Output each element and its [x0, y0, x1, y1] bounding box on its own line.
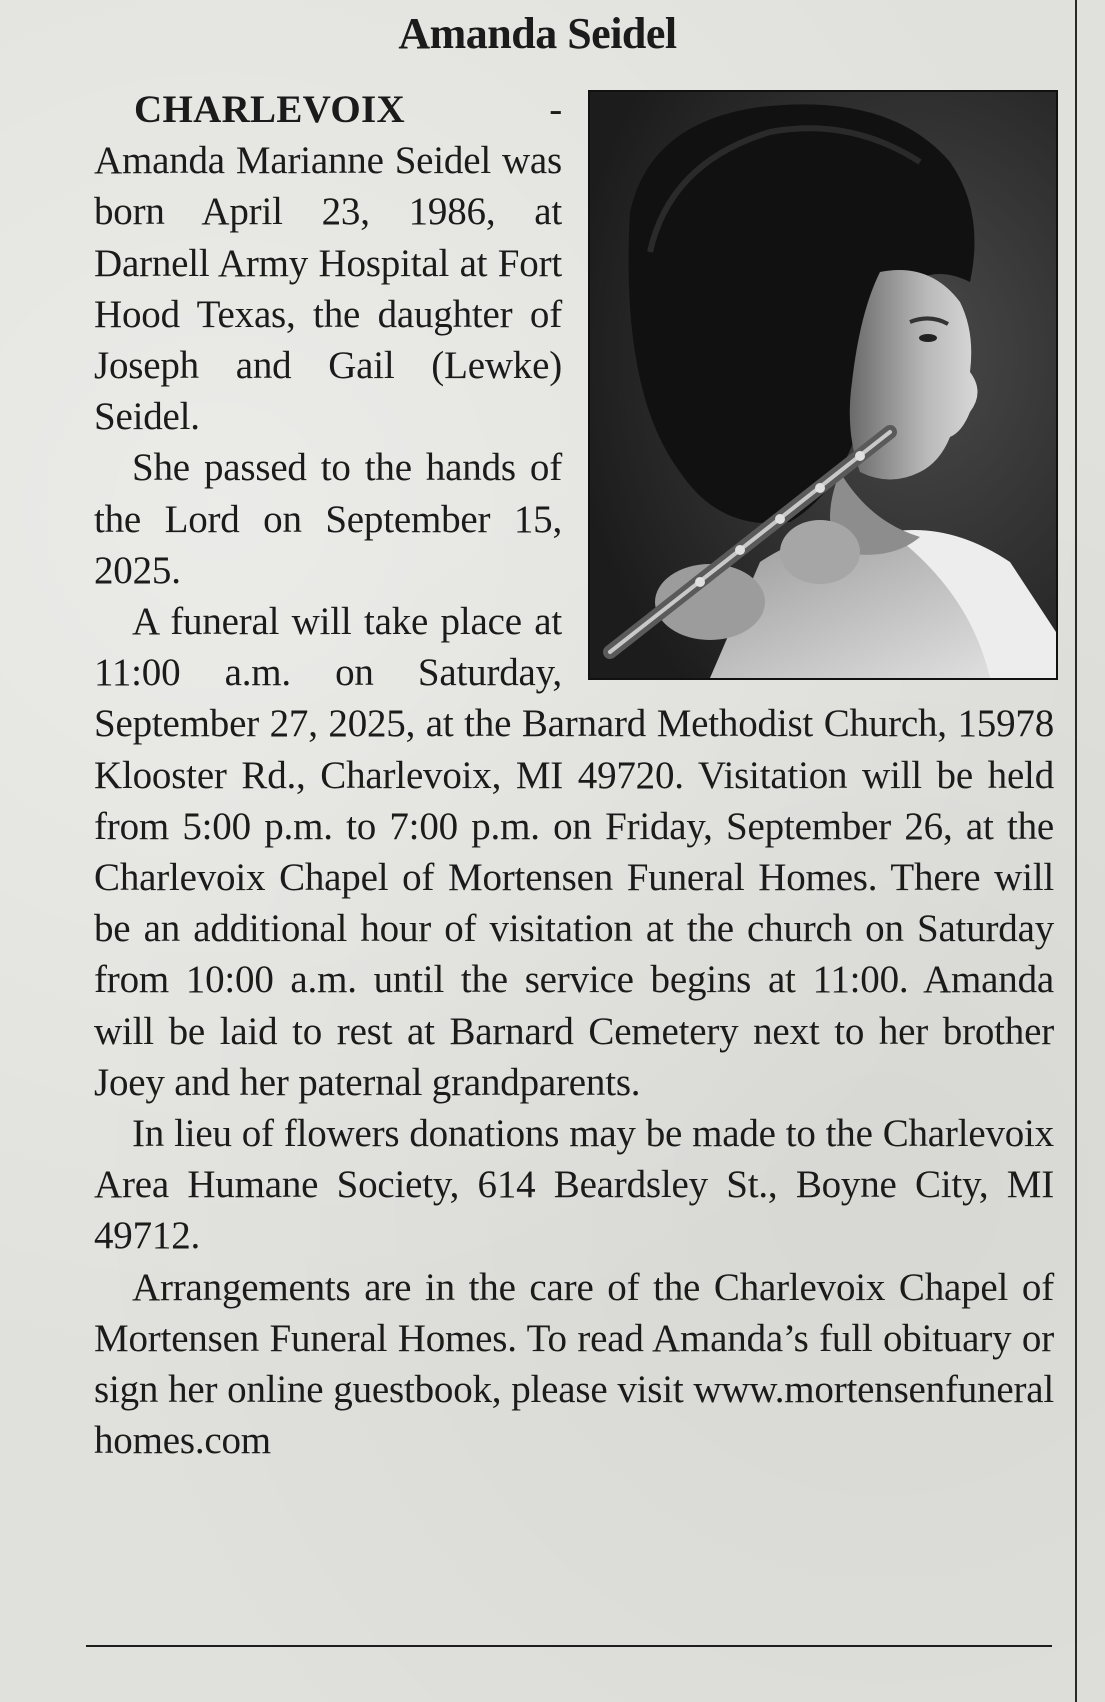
- paragraph-arrangements: [94, 1262, 1054, 1467]
- photo-wrap-spacer: [574, 84, 1054, 684]
- paragraph-donations: In lieu of flowers donations may be made to the Charlevoix Area Humane Society, 614 Beardsley St., Boyne City, MI 49712.: [94, 1112, 1054, 1258]
- dateline-separator: -: [404, 88, 562, 131]
- column-divider: [1075, 0, 1077, 1702]
- bottom-divider: [86, 1645, 1052, 1647]
- obituary-title: Amanda Seidel: [398, 9, 677, 58]
- website-url: www.mortensenfuneralhomes.com: [94, 1368, 1054, 1463]
- dateline: CHARLEVOIX: [134, 88, 405, 131]
- birth-text: Amanda Marianne Seidel was born April 23, 1986, at Darnell Army Hospital at Fort Hood Texas, the daughter of Joseph and Gail (Lewke) Seidel.: [94, 139, 562, 439]
- arrangements-text: Arrangements are in the care of the Charlevoix Chapel of Mortensen Funeral Homes. To read Amanda’s full obituary or sign her online guestbook, please visit: [94, 1265, 1054, 1412]
- obituary-body: [94, 84, 1054, 1466]
- paragraph-services: A funeral will take place at 11:00 a.m. on Saturday, September 27, 2025, at the Barnard Methodist Church, 15978 Klooster Rd., Charlevoix, MI 49720. Visitation will be held from 5:00 p.m. to 7:00 p.m. on Friday, September 26, at the Charlevoix Chapel of Mortensen Funeral Homes. There will be an additional hour of visitation at the church on Saturday from 10:00 a.m. until the service begins at 11:00. Amanda will be laid to rest at Barnard Cemetery next to her brother Joey and her paternal grandparents.: [94, 600, 1054, 1104]
- paragraph-passing: She passed to the hands of the Lord on September 15, 2025.: [94, 446, 562, 592]
